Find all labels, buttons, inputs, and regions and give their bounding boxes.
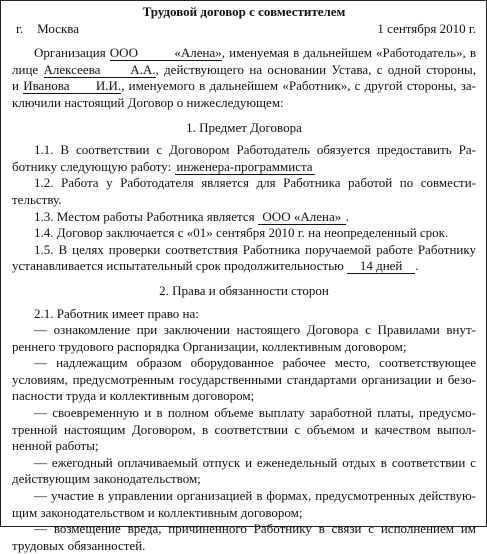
preamble-line-3: и Иванова И.И., именуемого в дальнейшем «Работник», с другой стороны, за- (12, 78, 476, 94)
right-item-line: пасности труда и коллективным договором; (12, 388, 255, 404)
clause-1-1-line-1: 1.1. В соответствии с Договором Работодатель обязуется предоставить Ра- (34, 142, 476, 158)
preamble-line-2: лице Алексеева А.А., действующего на основании Устава, с одной стороны, (12, 61, 477, 77)
document-date: 1 сентября 2010 г. (377, 20, 476, 36)
right-item-line: реннего трудового распорядка Организации, коллективным договором; (12, 338, 407, 354)
preamble-line-4: ключили настоящий Договор о нижеследующем: (12, 94, 284, 110)
right-item-line: щим законодательством и коллективным договором; (12, 504, 303, 520)
city-name: Москва (37, 20, 80, 36)
right-item-line: трудовых обязанностей. (12, 537, 146, 553)
right-item-line: ненной работы; (12, 438, 99, 454)
section-1-heading: 1. Предмет Договора (186, 119, 302, 135)
city-date-line (12, 21, 476, 38)
city-block (16, 21, 79, 38)
clause-2-1: 2.1. Работник имеет право на: (34, 305, 199, 321)
clause-1-5-line-1: 1.5. В целях проверки соответствия Работника поручаемой работе Работнику (34, 241, 476, 257)
document-title: Трудовой договор с совместителем (142, 4, 346, 19)
right-item-line: — ознакомление при заключении настоящего Договора с Правилами внут- (34, 322, 476, 338)
right-item-line: — участие в управлении организацией в формах, предусмотренных действую- (34, 488, 476, 504)
clause-1-2-line-2: тельству. (12, 191, 62, 207)
probation-field: 14 дней (347, 259, 415, 274)
clause-1-1-line-2: ботнику следующую работу: инженера-программиста (12, 158, 313, 174)
organization-field: ООО «Алена» (109, 45, 222, 61)
right-item-line: условиям, предусмотренным государственными стандартами организации и безо- (12, 371, 476, 387)
right-item-line: тренной настоящим Договором, в соответствии с объемом и качеством выпол- (12, 421, 476, 437)
clause-1-5-line-2: устанавливается испытательный срок продолжительностью 14 дней . (12, 258, 419, 274)
clause-1-4: 1.4. Договор заключается с «01» сентября 2010 г. на неопределенный срок. (34, 225, 449, 241)
clause-1-2-line-1: 1.2. Работа у Работодателя является для Работника работой по совмести- (34, 175, 476, 191)
worker-field: Иванова И.И. (23, 78, 122, 94)
right-item-line: — возмещение вреда, причиненного Работнику в связи с исполнением им (34, 521, 476, 537)
preamble-line-1: Организация ООО «Алена», именуемая в дальнейшем «Работодатель», в (34, 45, 476, 61)
city-prefix: г. (16, 20, 24, 36)
section-2-heading: 2. Права и обязанности сторон (159, 282, 329, 298)
position-field: инженера-программиста (176, 158, 313, 174)
right-item-line: действующим законодательством; (12, 471, 201, 487)
director-field: Алексеева А.А. (43, 61, 156, 77)
right-item-line: — надлежащим образом оборудованное рабочее место, соответствующее (34, 355, 476, 371)
right-item-line: — своевременную и в полном объеме выплату заработной платы, предусмо- (34, 405, 476, 421)
clause-1-3: 1.3. Местом работы Работника является ООО «Алена» . (34, 208, 350, 224)
workplace-field: ООО «Алена» (258, 210, 346, 225)
right-item-line: — ежегодный оплачиваемый отпуск и еженедельный отдых в соответствии с (34, 454, 476, 470)
